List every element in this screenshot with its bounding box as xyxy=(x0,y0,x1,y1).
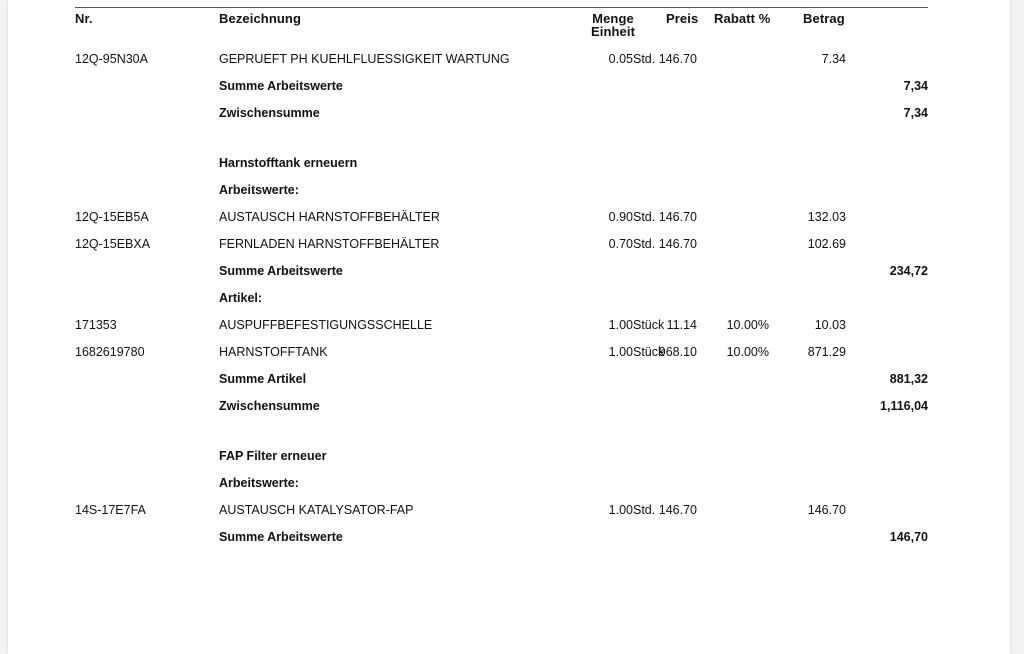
subtotal-amount: 1,116,04 xyxy=(880,399,928,413)
item-amount: 102.69 xyxy=(807,237,846,251)
item-number: 12Q-15EB5A xyxy=(75,210,149,224)
item-quantity: 0.70 xyxy=(608,237,633,251)
subtotal-label: Zwischensumme xyxy=(219,106,320,120)
item-number: 14S-17E7FA xyxy=(75,503,146,517)
item-price: 968.10 xyxy=(658,345,697,359)
item-price: 146.70 xyxy=(658,503,697,517)
item-unit: Stück xyxy=(633,318,665,332)
item-unit: Stück xyxy=(633,345,665,359)
section-title: FAP Filter erneuer xyxy=(219,449,327,463)
subtotal-amount: 146,70 xyxy=(889,530,928,544)
header-rule xyxy=(75,7,928,8)
item-number: 171353 xyxy=(75,318,117,332)
subtotal-label: Summe Artikel xyxy=(219,372,307,386)
item-description: AUSTAUSCH HARNSTOFFBEHÄLTER xyxy=(219,210,440,224)
group-title: Artikel: xyxy=(219,291,263,305)
item-unit: Std. xyxy=(633,237,656,251)
item-amount: 7.34 xyxy=(821,52,846,66)
line-item-row xyxy=(0,342,1024,362)
item-description: HARNSTOFFTANK xyxy=(219,345,328,359)
group-heading xyxy=(0,473,1024,493)
item-price: 146.70 xyxy=(658,52,697,66)
item-number: 12Q-15EBXA xyxy=(75,237,151,251)
col-header-menge: Menge xyxy=(592,11,634,26)
item-price: 146.70 xyxy=(658,237,697,251)
item-unit: Std. xyxy=(633,52,656,66)
item-amount: 10.03 xyxy=(814,318,846,332)
item-discount: 10.00% xyxy=(726,345,769,359)
item-number: 12Q-95N30A xyxy=(75,52,148,66)
item-quantity: 1.00 xyxy=(608,345,633,359)
subtotal-label: Summe Arbeitswerte xyxy=(219,79,343,93)
subtotal-row xyxy=(0,103,1024,123)
group-heading xyxy=(0,180,1024,200)
subtotal-label: Summe Arbeitswerte xyxy=(219,530,343,544)
item-description: AUSPUFFBEFESTIGUNGSSCHELLE xyxy=(219,318,433,332)
subtotal-row xyxy=(0,369,1024,389)
item-discount: 10.00% xyxy=(726,318,769,332)
col-header-betrag: Betrag xyxy=(803,11,845,26)
item-quantity: 0.05 xyxy=(608,52,633,66)
subtotal-row xyxy=(0,76,1024,96)
col-header-einheit: Einheit xyxy=(590,24,636,39)
section-title: Harnstofftank erneuern xyxy=(219,156,358,170)
subtotal-row xyxy=(0,527,1024,547)
subtotal-amount: 234,72 xyxy=(889,264,928,278)
section-heading xyxy=(0,446,1024,466)
col-header-rabatt: Rabatt % xyxy=(714,11,771,26)
line-item-row xyxy=(0,315,1024,335)
item-price: 146.70 xyxy=(658,210,697,224)
subtotal-row xyxy=(0,396,1024,416)
col-header-preis: Preis xyxy=(666,11,699,26)
subtotal-amount: 881,32 xyxy=(889,372,928,386)
col-header-nr: Nr. xyxy=(75,11,93,26)
item-amount: 871.29 xyxy=(807,345,846,359)
line-item-row xyxy=(0,500,1024,520)
group-title: Arbeitswerte: xyxy=(219,183,299,197)
subtotal-label: Zwischensumme xyxy=(219,399,320,413)
subtotal-row xyxy=(0,261,1024,281)
subtotal-amount: 7,34 xyxy=(903,79,928,93)
group-heading xyxy=(0,288,1024,308)
col-header-bezeichnung: Bezeichnung xyxy=(219,11,301,26)
item-amount: 146.70 xyxy=(807,503,846,517)
line-item-row xyxy=(0,49,1024,69)
item-description: GEPRUEFT PH KUEHLFLUESSIGKEIT WARTUNG xyxy=(219,52,510,66)
line-item-row xyxy=(0,207,1024,227)
item-amount: 132.03 xyxy=(807,210,846,224)
group-title: Arbeitswerte: xyxy=(219,476,299,490)
item-description: FERNLADEN HARNSTOFFBEHÄLTER xyxy=(219,237,440,251)
item-quantity: 0.90 xyxy=(608,210,633,224)
subtotal-label: Summe Arbeitswerte xyxy=(219,264,343,278)
item-quantity: 1.00 xyxy=(608,318,633,332)
subtotal-amount: 7,34 xyxy=(903,106,928,120)
item-price: 11.14 xyxy=(666,318,697,332)
section-heading xyxy=(0,153,1024,173)
item-quantity: 1.00 xyxy=(608,503,633,517)
item-unit: Std. xyxy=(633,503,656,517)
line-item-row xyxy=(0,234,1024,254)
item-unit: Std. xyxy=(633,210,656,224)
item-number: 1682619780 xyxy=(75,345,145,359)
item-description: AUSTAUSCH KATALYSATOR-FAP xyxy=(219,503,414,517)
